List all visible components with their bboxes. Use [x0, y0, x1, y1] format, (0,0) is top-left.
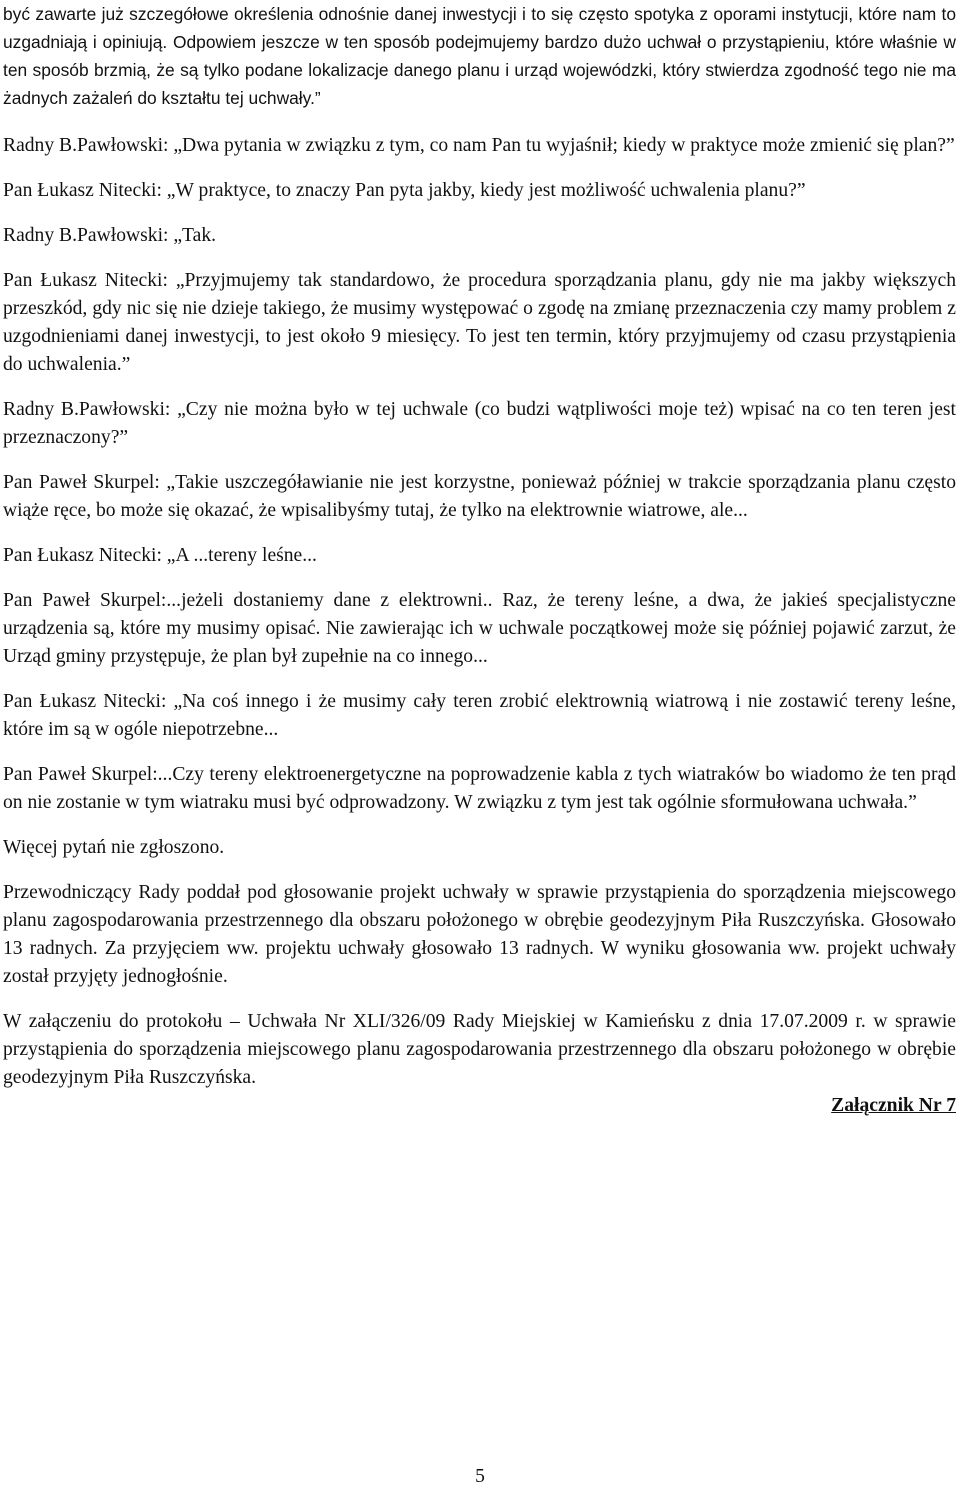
- paragraph-attachment-note: W załączeniu do protokołu – Uchwała Nr XLI/326/09 Rady Miejskiej w Kamieńsku z dnia 17.07.2009 r. w sprawie przystąpienia do sporządzenia miejscowego planu zagospodarowania przestrzennego dla obszaru położonego w obrębie geodezyjnym Piła Ruszczyńska.: [3, 1011, 956, 1088]
- paragraph-vote-result: Przewodniczący Rady poddał pod głosowanie projekt uchwały w sprawie przystąpienia do sporządzenia miejscowego planu zagospodarowania przestrzennego dla obszaru położonego w obrębie geodezyjnym Piła Ruszczyńska. Głosowało 13 radnych. Za przyjęciem ww. projektu uchwały głosowało 13 radnych. W wyniku głosowania ww. projekt uchwały został przyjęty jednogłośnie.: [3, 882, 956, 987]
- attachment-label: Załącznik Nr 7: [831, 1095, 956, 1116]
- paragraph-nitecki-answer: Pan Łukasz Nitecki: „Przyjmujemy tak standardowo, że procedura sporządzania planu, gdy nie ma jakby większych przeszkód, gdy nic się nie dzieje takiego, że musimy występować o zgodę na zmianę przeznaczenia czy mamy problem z uzgodnieniami danej inwestycji, to jest około 9 miesięcy. To jest ten termin, który przyjmujemy od czasu przystąpienia do uchwalenia.”: [3, 270, 956, 375]
- paragraph-pawlowski-question-2: Radny B.Pawłowski: „Czy nie można było w tej uchwale (co budzi wątpliwości moje też) wpisać na co ten teren jest przeznaczony?”: [3, 399, 956, 448]
- paragraph-pawlowski-reply: Radny B.Pawłowski: „Tak.: [3, 225, 217, 246]
- paragraph-nitecki-comment: Pan Łukasz Nitecki: „Na coś innego i że musimy cały teren zrobić elektrownią wiatrową i nie zostawić tereny leśne, które im są w ogóle niepotrzebne...: [3, 691, 956, 740]
- page-number: 5: [475, 1466, 485, 1487]
- paragraph-nitecki-reply-1: Pan Łukasz Nitecki: „W praktyce, to znaczy Pan pyta jakby, kiedy jest możliwość uchwalenia planu?”: [3, 180, 806, 201]
- paragraph-skurpel-answer-1: Pan Paweł Skurpel: „Takie uszczegóławianie nie jest korzystne, ponieważ później w trakcie sporządzania planu często wiąże ręce, bo może się okazać, że wpisalibyśmy tutaj, że tylko na elektrownie wiatrowe, ale...: [3, 472, 956, 521]
- paragraph-skurpel-answer-3: Pan Paweł Skurpel:...Czy tereny elektroenergetyczne na poprowadzenie kabla z tych wiatraków bo wiadomo że ten prąd on nie zostanie w tym wiatraku musi być odprowadzony. W związku z tym jest tak ogólnie sformułowana uchwała.”: [3, 764, 956, 813]
- document-page: [3, 0, 956, 1120]
- paragraph-continuation: być zawarte już szczegółowe określenia odnośnie danej inwestycji i to się często spotyka z oporami instytucji, które nam to uzgadniają i opiniują. Odpowiem jeszcze w ten sposób podejmujemy bardzo dużo uchwał o przystąpieniu, które właśnie w ten sposób brzmią, że są tylko podane lokalizacje danego planu i urząd wojewódzki, który stwierdza zgodność tego nie ma żadnych zażaleń do kształtu tej uchwały.”: [3, 4, 956, 108]
- paragraph-nitecki-interjection: Pan Łukasz Nitecki: „A ...tereny leśne...: [3, 545, 317, 566]
- paragraph-no-more-questions: Więcej pytań nie zgłoszono.: [3, 837, 225, 858]
- paragraph-skurpel-answer-2: Pan Paweł Skurpel:...jeżeli dostaniemy dane z elektrowni.. Raz, że tereny leśne, a dwa, że jakieś specjalistyczne urządzenia są, które my musimy opisać. Nie zawierając ich w uchwale początkowej może się później pojawić zarzut, że Urząd gminy przystępuje, że plan był zupełnie na co innego...: [3, 590, 956, 667]
- paragraph-pawlowski-question-1: Radny B.Pawłowski: „Dwa pytania w związku z tym, co nam Pan tu wyjaśnił; kiedy w praktyce może zmienić się plan?”: [3, 135, 955, 156]
